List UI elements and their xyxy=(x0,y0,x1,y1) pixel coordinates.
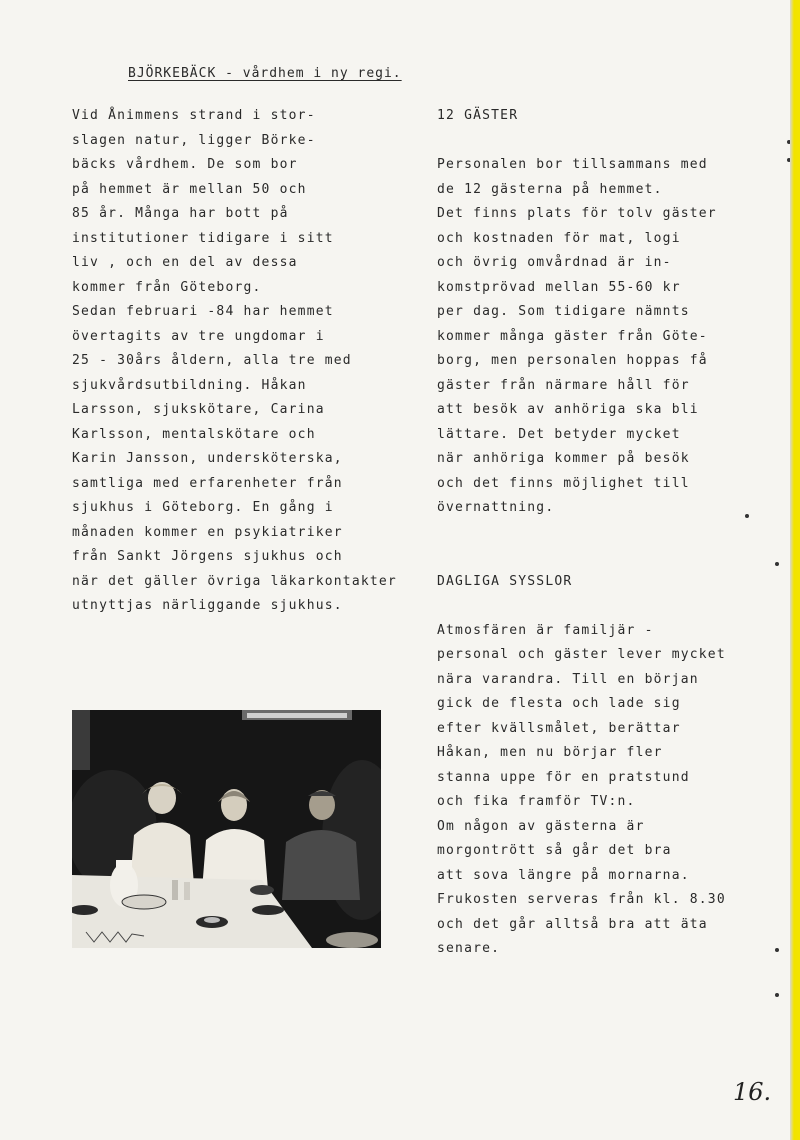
text-line: per dag. Som tidigare nämnts xyxy=(437,304,690,319)
page-number: 16. xyxy=(733,1078,772,1106)
text-line: institutioner tidigare i sitt xyxy=(72,230,334,246)
text-line: Vid Ånimmens strand i stor- xyxy=(72,108,316,123)
text-line: nära varandra. Till en början xyxy=(437,671,699,687)
text-line: liv , och en del av dessa xyxy=(72,255,298,270)
text-line: de 12 gästerna på hemmet. xyxy=(437,181,663,197)
text-line: och kostnaden för mat, logi xyxy=(437,230,681,246)
text-line: lättare. Det betyder mycket xyxy=(437,426,681,442)
text-line: senare. xyxy=(437,941,501,956)
text-line: Sedan februari -84 har hemmet xyxy=(72,304,334,319)
text-line: slagen natur, ligger Börke- xyxy=(72,132,316,148)
text-line: och det finns möjlighet till xyxy=(437,475,690,491)
text-line: Larsson, sjukskötare, Carina xyxy=(72,402,325,417)
text-line: kommer från Göteborg. xyxy=(72,279,262,295)
text-line: kommer många gäster från Göte- xyxy=(437,328,708,344)
section-heading: 12 GÄSTER xyxy=(437,108,519,123)
text-line: personal och gäster lever mycket xyxy=(437,647,726,662)
text-line: Det finns plats för tolv gäster xyxy=(437,206,717,221)
text-line: på hemmet är mellan 50 och xyxy=(72,181,307,197)
text-line: Atmosfären är familjär - xyxy=(437,622,654,638)
right-column xyxy=(437,104,726,962)
text-line: att besök av anhöriga ska bli xyxy=(437,402,699,417)
text-line: när det gäller övriga läkarkontakter xyxy=(72,573,397,589)
margin-dot xyxy=(745,514,749,518)
text-line: samtliga med erfarenheter från xyxy=(72,475,343,491)
text-line: Karin Jansson, undersköterska, xyxy=(72,451,343,466)
text-line: och det går alltså bra att äta xyxy=(437,916,708,932)
margin-dot xyxy=(775,948,779,952)
photo-illustration xyxy=(72,710,381,948)
text-line: borg, men personalen hoppas få xyxy=(437,353,708,368)
text-line: morgontrött så går det bra xyxy=(437,843,672,858)
text-line: 85 år. Många har bott på xyxy=(72,206,289,221)
text-line: gäster från närmare håll för xyxy=(437,377,690,393)
text-line: övertagits av tre ungdomar i xyxy=(72,328,325,344)
text-line: utnyttjas närliggande sjukhus. xyxy=(72,598,343,613)
margin-dot xyxy=(775,562,779,566)
margin-dot xyxy=(775,993,779,997)
text-line: Karlsson, mentalskötare och xyxy=(72,426,316,442)
text-line: bäcks vårdhem. De som bor xyxy=(72,157,298,172)
text-line: när anhöriga kommer på besök xyxy=(437,451,690,466)
text-line: och fika framför TV:n. xyxy=(437,794,636,809)
text-line: efter kvällsmålet, berättar xyxy=(437,720,681,736)
text-line: Om någon av gästerna är xyxy=(437,818,645,834)
text-line: från Sankt Jörgens sjukhus och xyxy=(72,549,343,564)
page-edge xyxy=(790,0,800,1140)
text-line: Personalen bor tillsammans med xyxy=(437,157,708,172)
text-line: och övrig omvårdnad är in- xyxy=(437,255,672,270)
text-line: övernattning. xyxy=(437,500,555,515)
left-column xyxy=(72,104,397,619)
staff-photo xyxy=(72,710,381,948)
text-line: komstprövad mellan 55-60 kr xyxy=(437,279,681,295)
text-line: sjukhus i Göteborg. En gång i xyxy=(72,500,334,515)
text-line: Frukosten serveras från kl. 8.30 xyxy=(437,892,726,907)
text-line: att sova längre på mornarna. xyxy=(437,867,690,883)
text-line: sjukvårdsutbildning. Håkan xyxy=(72,377,307,393)
article-title: BJÖRKEBÄCK - vårdhem i ny regi. xyxy=(128,66,402,81)
text-line: månaden kommer en psykiatriker xyxy=(72,524,343,540)
text-line: Håkan, men nu börjar fler xyxy=(437,745,663,760)
text-line: stanna uppe för en pratstund xyxy=(437,769,690,785)
text-line: gick de flesta och lade sig xyxy=(437,696,681,711)
section-heading: DAGLIGA SYSSLOR xyxy=(437,573,573,589)
text-line: 25 - 30års åldern, alla tre med xyxy=(72,353,352,368)
